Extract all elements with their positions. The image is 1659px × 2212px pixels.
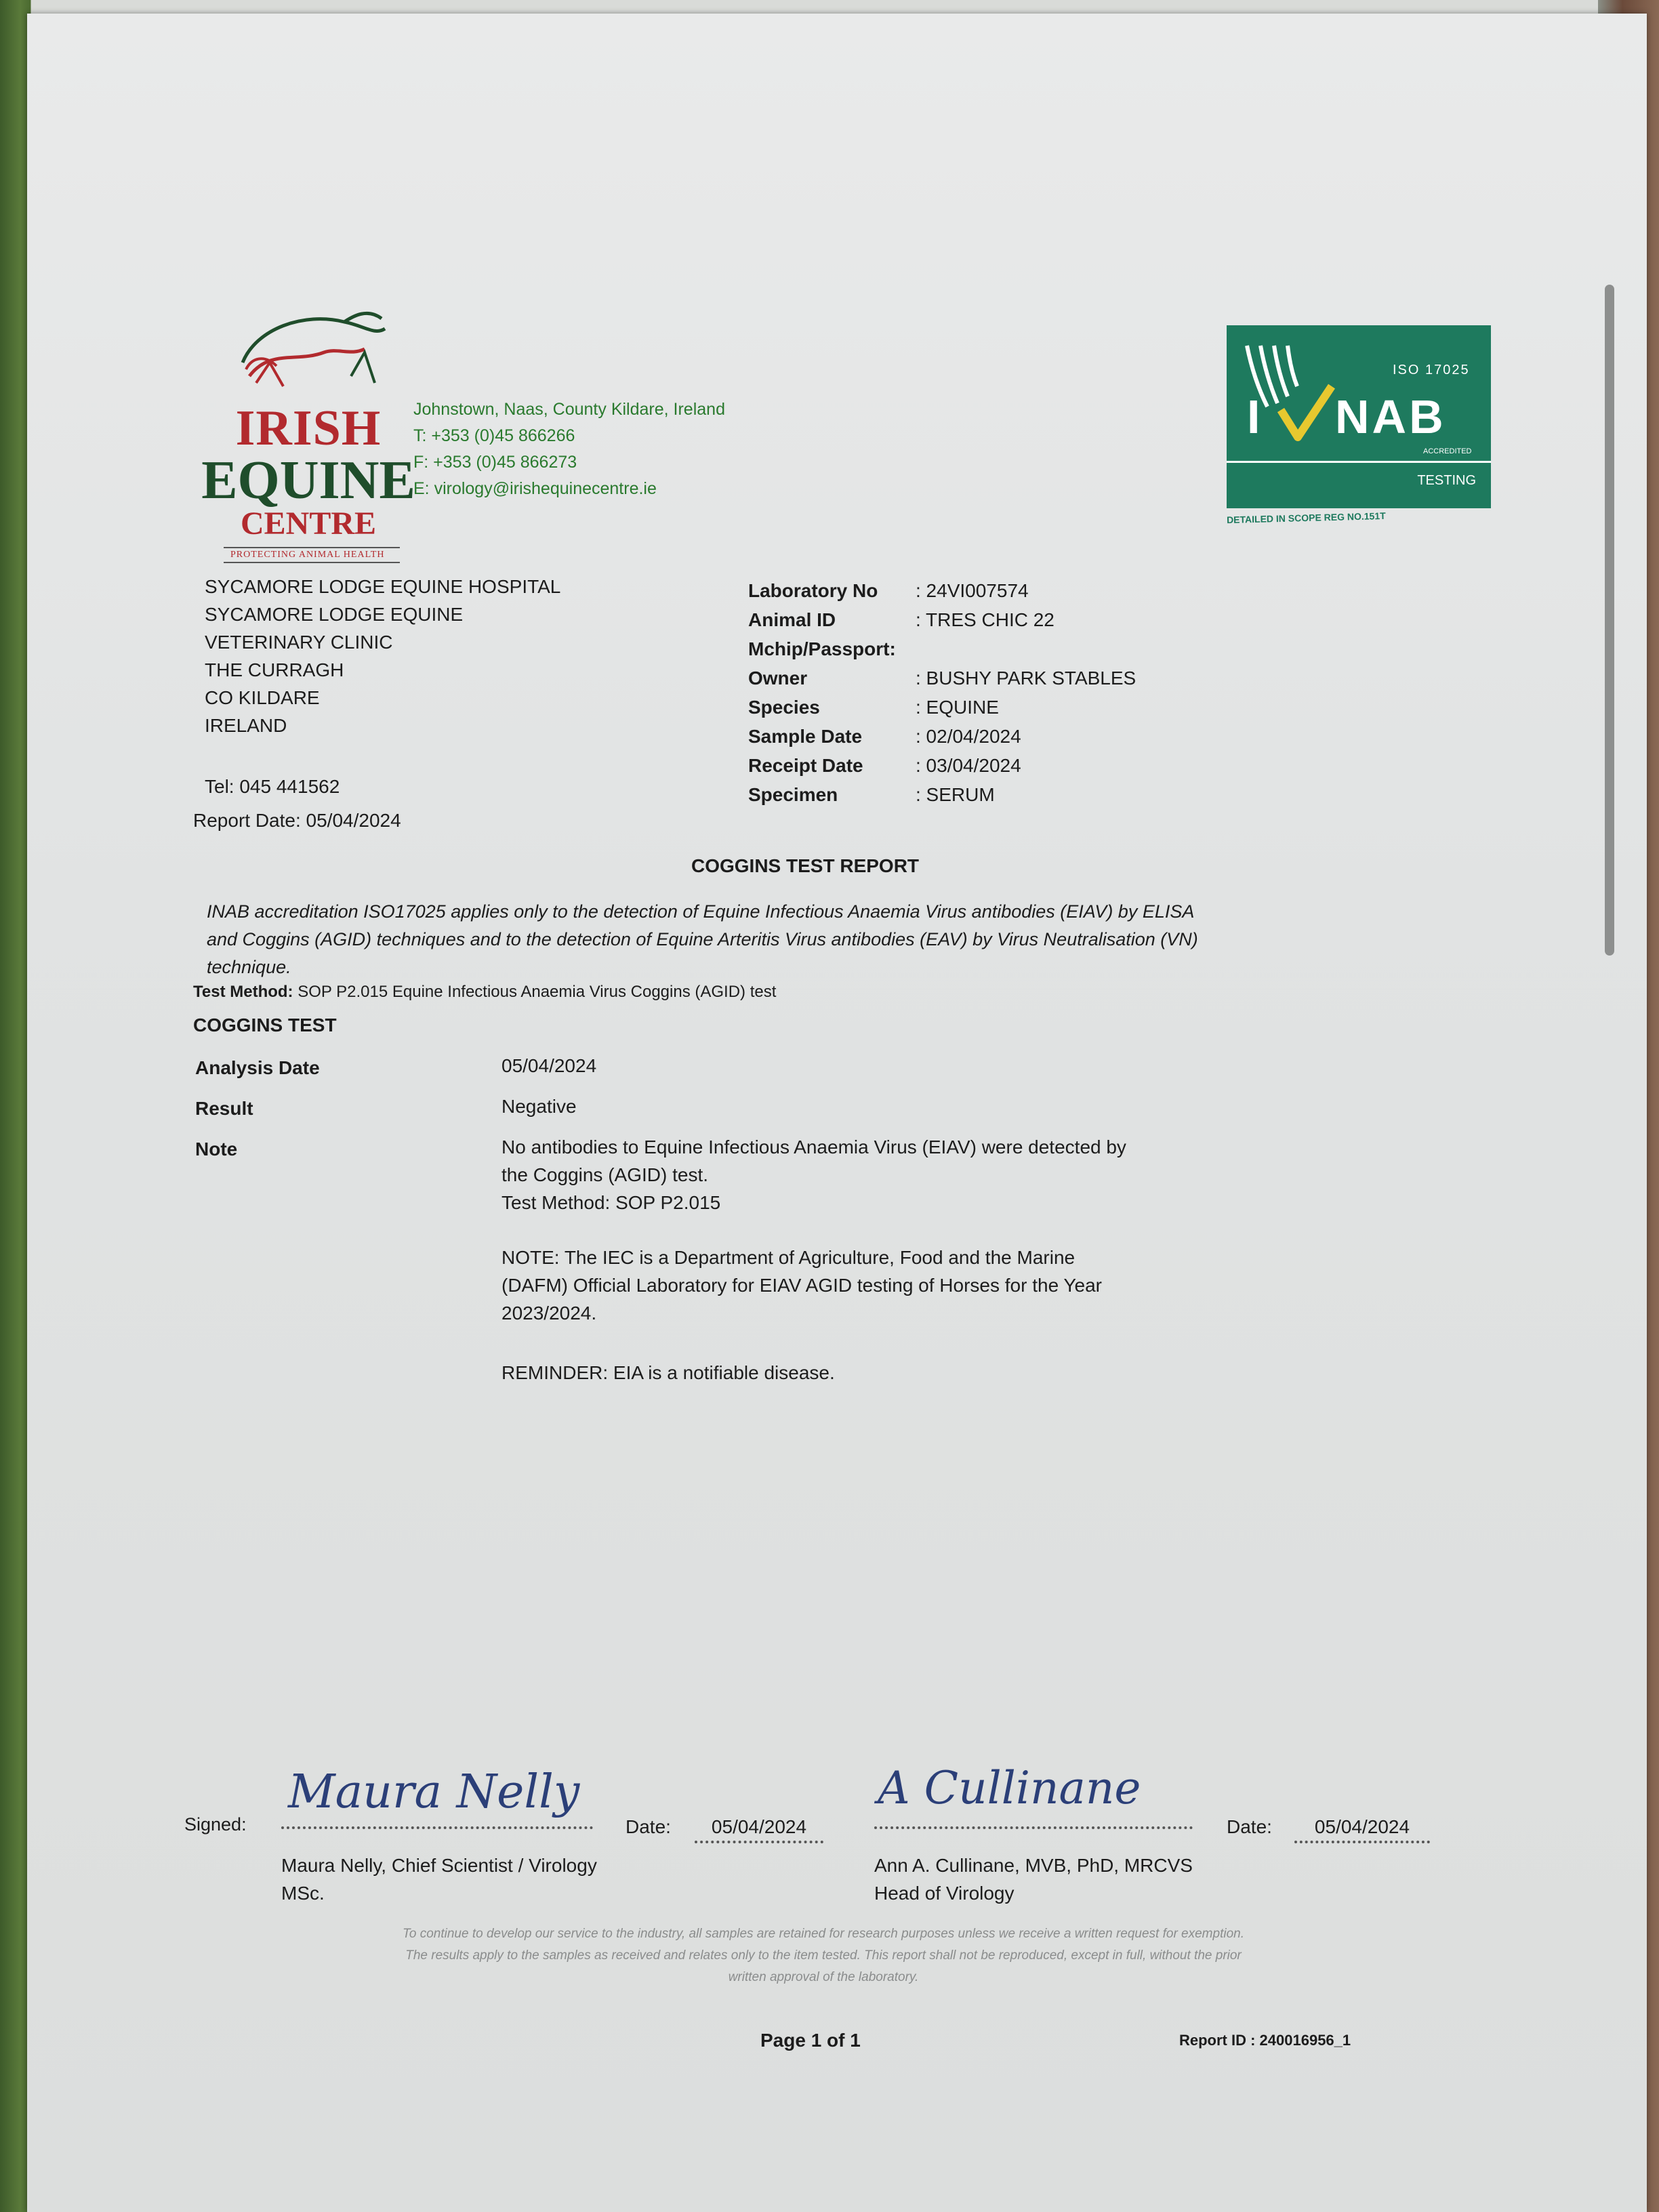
contact-address: Johnstown, Naas, County Kildare, Ireland	[413, 400, 725, 419]
test-method-value: SOP P2.015 Equine Infectious Anaemia Virus Coggins (AGID) test	[298, 983, 777, 1001]
signer-2	[874, 1851, 1193, 1907]
signature-maura-nelly: Maura Nelly	[288, 1765, 580, 1819]
logo-line-irish: IRISH	[235, 401, 382, 456]
sample-info-value: : TRES CHIC 22	[916, 609, 1054, 630]
page-number: Page 1 of 1	[760, 2030, 861, 2051]
contact-fax: F: +353 (0)45 866273	[413, 453, 577, 472]
result-value: Negative	[501, 1096, 577, 1117]
note-line: Test Method: SOP P2.015	[501, 1192, 721, 1213]
contact-phone: T: +353 (0)45 866266	[413, 426, 575, 445]
sample-info-row	[747, 780, 1136, 809]
sample-info-row	[747, 751, 1136, 780]
signature-line-1	[281, 1765, 593, 1829]
inab-testing: TESTING	[1417, 473, 1476, 488]
signer-2-title: Head of Virology	[874, 1883, 1015, 1904]
recipient-line: SYCAMORE LODGE EQUINE	[205, 604, 464, 625]
inab-iso: ISO 17025	[1393, 363, 1470, 377]
dafm-line: 2023/2024.	[501, 1303, 597, 1324]
sample-info-value: : BUSHY PARK STABLES	[916, 667, 1136, 689]
test-method-line	[193, 983, 776, 1002]
disclaimer-line: The results apply to the samples as received and relates only to the item tested. This report shall not be reproduced, except in full, without the prior	[405, 1948, 1242, 1963]
report-date: Report Date: 05/04/2024	[193, 810, 401, 831]
section-heading: COGGINS TEST	[193, 1015, 337, 1036]
sample-info-row	[747, 722, 1136, 751]
signature-line-2	[874, 1762, 1193, 1829]
note-line: the Coggins (AGID) test.	[501, 1164, 709, 1185]
horse-logo-icon	[229, 288, 392, 403]
sample-info-value: : 03/04/2024	[916, 754, 1021, 776]
sample-info-row	[747, 663, 1136, 693]
date-value-2: 05/04/2024	[1294, 1813, 1430, 1843]
signer-2-name: Ann A. Cullinane, MVB, PhD, MRCVS	[874, 1855, 1193, 1876]
sample-info-label: Receipt Date	[748, 754, 863, 776]
date-label-2: Date:	[1227, 1816, 1272, 1837]
reminder-text: REMINDER: EIA is a notifiable disease.	[501, 1362, 835, 1383]
signer-1-name: Maura Nelly, Chief Scientist / Virology	[281, 1855, 597, 1876]
checkmark-icon	[1274, 383, 1335, 444]
test-method-label: Test Method:	[193, 983, 293, 1001]
sample-info-value: : 24VI007574	[916, 579, 1029, 601]
signer-1	[281, 1851, 597, 1907]
note-label: Note	[195, 1139, 238, 1160]
sample-info-value: : EQUINE	[916, 696, 999, 718]
sample-info	[747, 576, 1136, 809]
contact-email: E: virology@irishequinecentre.ie	[413, 479, 657, 498]
dafm-note	[501, 1244, 1102, 1327]
sample-info-label: Owner	[748, 667, 808, 689]
recipient-address	[205, 573, 560, 739]
logo-line-equine: EQUINE	[201, 451, 415, 510]
sample-info-value	[915, 634, 1136, 663]
report-title: COGGINS TEST REPORT	[691, 855, 920, 876]
recipient-line: IRELAND	[205, 715, 287, 736]
inab-brand-right: NAB	[1335, 390, 1446, 443]
inab-scope: DETAILED IN SCOPE REG NO.151T	[1226, 510, 1386, 526]
sample-info-value: : SERUM	[916, 783, 995, 805]
inab-accredited: ACCREDITED	[1423, 447, 1472, 455]
accreditation-line: and Coggins (AGID) techniques and to the detection of Equine Arteritis Virus antibodies (EAV) by Virus Neutralisation (VN)	[207, 929, 1198, 949]
sample-info-row	[747, 634, 1136, 663]
recipient-line: CO KILDARE	[205, 687, 320, 708]
sample-info-label: Specimen	[748, 783, 838, 805]
accreditation-line: INAB accreditation ISO17025 applies only to the detection of Equine Infectious Anaemia Virus antibodies (EIAV) by ELISA	[207, 901, 1195, 922]
scrollbar[interactable]	[1605, 285, 1614, 956]
sample-info-row	[747, 576, 1136, 605]
note-text	[501, 1133, 1126, 1216]
analysis-date-label: Analysis Date	[195, 1057, 320, 1078]
note-line: No antibodies to Equine Infectious Anaemia Virus (EIAV) were detected by	[501, 1136, 1126, 1158]
recipient-tel: Tel: 045 441562	[205, 776, 340, 797]
recipient-line: THE CURRAGH	[205, 659, 344, 680]
signed-label: Signed:	[184, 1814, 247, 1835]
sample-info-label: Animal ID	[748, 609, 836, 630]
dafm-line: NOTE: The IEC is a Department of Agriculture, Food and the Marine	[501, 1247, 1076, 1268]
disclaimer-line: To continue to develop our service to the industry, all samples are retained for research purposes unless we receive a written request for exemption.	[403, 1927, 1244, 1941]
contact-block	[413, 396, 725, 502]
sample-info-row	[747, 693, 1136, 722]
sample-info-label: Mchip/Passport:	[748, 638, 896, 659]
sample-info-value: : 02/04/2024	[916, 725, 1021, 747]
report-page	[27, 14, 1647, 2212]
logo-line-centre: CENTRE	[240, 506, 377, 541]
sample-info-row	[747, 605, 1136, 634]
disclaimer	[230, 1923, 1416, 1988]
analysis-date-value: 05/04/2024	[501, 1055, 597, 1076]
result-label: Result	[195, 1098, 253, 1119]
recipient-line: VETERINARY CLINIC	[205, 632, 393, 653]
accreditation-line: technique.	[207, 957, 291, 977]
date-label-1: Date:	[626, 1816, 671, 1837]
inab-badge	[1226, 325, 1491, 526]
report-id: Report ID : 240016956_1	[1179, 2032, 1351, 2049]
signer-1-qualification: MSc.	[281, 1883, 325, 1904]
sample-info-label: Species	[748, 696, 820, 718]
sample-info-label: Sample Date	[748, 725, 863, 747]
date-value-1: 05/04/2024	[695, 1813, 823, 1843]
sample-info-label: Laboratory No	[748, 579, 878, 601]
iec-logo	[197, 288, 420, 563]
logo-tagline: PROTECTING ANIMAL HEALTH	[230, 550, 385, 560]
dafm-line: (DAFM) Official Laboratory for EIAV AGID testing of Horses for the Year	[501, 1275, 1102, 1296]
accreditation-statement	[207, 898, 1198, 981]
signature-ann-cullinane: A Cullinane	[878, 1762, 1141, 1814]
recipient-line: SYCAMORE LODGE EQUINE HOSPITAL	[205, 576, 561, 597]
disclaimer-line: written approval of the laboratory.	[728, 1970, 919, 1984]
inab-brand-left: I	[1247, 390, 1263, 443]
